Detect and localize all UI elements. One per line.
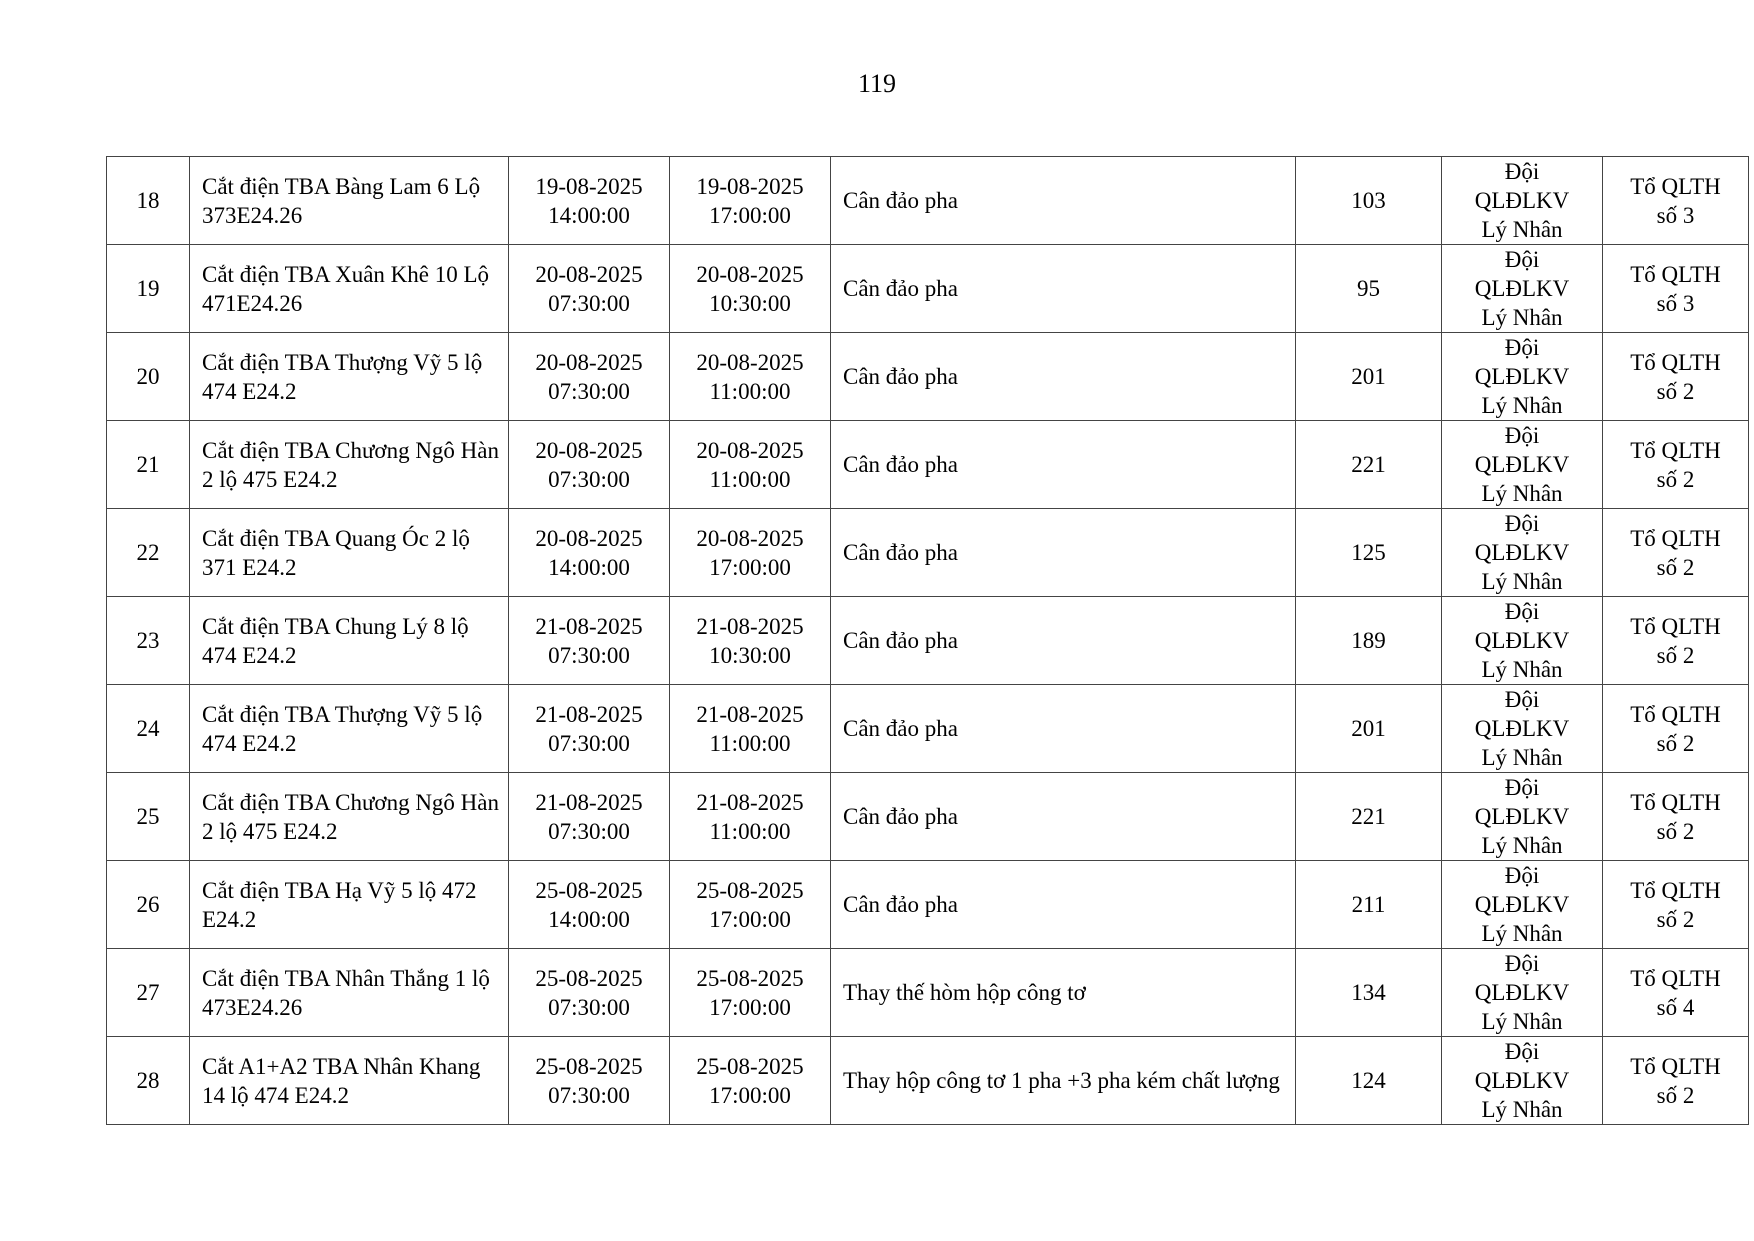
customer-count: 189 (1351, 628, 1386, 653)
work-description-cell (831, 773, 1296, 861)
end-time: 17:00:00 (709, 1082, 791, 1108)
row-number: 20 (136, 364, 160, 389)
start-time: 07:30:00 (548, 642, 630, 668)
responsible-unit-cell (1442, 685, 1603, 773)
table-row (107, 333, 1749, 421)
work-group-cell (1603, 949, 1749, 1037)
start-date: 20-08-2025 (535, 349, 643, 375)
work-description: Cân đảo pha (843, 452, 958, 477)
substation-name-cell (190, 157, 509, 245)
work-description-cell (831, 509, 1296, 597)
row-number: 18 (136, 188, 160, 213)
row-number: 24 (136, 716, 160, 741)
substation-name-cell (190, 949, 509, 1037)
start-time: 07:30:00 (548, 1082, 630, 1108)
work-description: Cân đảo pha (843, 804, 958, 829)
work-description-cell (831, 949, 1296, 1037)
work-group-cell (1603, 157, 1749, 245)
work-description-cell (831, 157, 1296, 245)
substation-name-cell (190, 773, 509, 861)
table-row (107, 949, 1749, 1037)
end-date: 19-08-2025 (696, 173, 804, 199)
work-description-cell (831, 685, 1296, 773)
outage-schedule-table (106, 156, 1749, 1125)
group-line-2: số 2 (1656, 466, 1695, 492)
group-line-2: số 4 (1656, 994, 1695, 1020)
start-time: 07:30:00 (548, 818, 630, 844)
responsible-unit-cell (1442, 1037, 1603, 1125)
group-line-1: Tổ QLTH (1630, 789, 1721, 815)
work-group-cell (1603, 245, 1749, 333)
unit-line-3: Lý Nhân (1481, 305, 1563, 330)
start-date: 21-08-2025 (535, 789, 643, 815)
customer-count: 103 (1351, 188, 1386, 213)
customer-count: 125 (1351, 540, 1386, 565)
customer-count-cell (1296, 421, 1442, 509)
responsible-unit-cell (1442, 333, 1603, 421)
work-description: Cân đảo pha (843, 628, 958, 653)
substation-name: Cắt điện TBA Chương Ngô Hàn 2 lộ 475 E24.2 (202, 437, 500, 492)
customer-count: 201 (1351, 716, 1386, 741)
row-number: 23 (136, 628, 160, 653)
row-number: 26 (136, 892, 160, 917)
unit-line-2: QLĐLKV (1474, 364, 1570, 389)
work-description-cell (831, 597, 1296, 685)
responsible-unit-cell (1442, 861, 1603, 949)
customer-count-cell (1296, 157, 1442, 245)
customer-count-cell (1296, 861, 1442, 949)
start-time: 14:00:00 (548, 202, 630, 228)
unit-line-2: QLĐLKV (1474, 1068, 1570, 1093)
unit-line-2: QLĐLKV (1474, 892, 1570, 917)
work-description: Cân đảo pha (843, 188, 958, 213)
end-date: 25-08-2025 (696, 1053, 804, 1079)
row-number-cell (107, 1037, 190, 1125)
unit-line-3: Lý Nhân (1481, 393, 1563, 418)
unit-line-1: Đội (1504, 687, 1540, 712)
customer-count: 124 (1351, 1068, 1386, 1093)
end-time-cell (670, 333, 831, 421)
end-time-cell (670, 773, 831, 861)
customer-count: 211 (1351, 892, 1386, 917)
end-time: 17:00:00 (709, 202, 791, 228)
customer-count-cell (1296, 597, 1442, 685)
end-time-cell (670, 597, 831, 685)
start-time-cell (509, 421, 670, 509)
customer-count-cell (1296, 245, 1442, 333)
start-time: 07:30:00 (548, 290, 630, 316)
row-number-cell (107, 333, 190, 421)
row-number-cell (107, 685, 190, 773)
customer-count-cell (1296, 773, 1442, 861)
end-date: 20-08-2025 (696, 437, 804, 463)
unit-line-2: QLĐLKV (1474, 452, 1570, 477)
work-group-cell (1603, 861, 1749, 949)
work-description: Cân đảo pha (843, 892, 958, 917)
responsible-unit-cell (1442, 157, 1603, 245)
group-line-2: số 2 (1656, 818, 1695, 844)
unit-line-2: QLĐLKV (1474, 188, 1570, 213)
substation-name: Cắt điện TBA Chương Ngô Hàn 2 lộ 475 E24.2 (202, 789, 500, 844)
group-line-1: Tổ QLTH (1630, 1053, 1721, 1079)
end-time-cell (670, 157, 831, 245)
substation-name: Cắt điện TBA Bàng Lam 6 Lộ 373E24.26 (202, 173, 481, 228)
group-line-1: Tổ QLTH (1630, 173, 1721, 199)
end-time: 11:00:00 (709, 378, 791, 404)
substation-name: Cắt điện TBA Chung Lý 8 lộ 474 E24.2 (202, 613, 469, 668)
row-number-cell (107, 421, 190, 509)
end-date: 25-08-2025 (696, 965, 804, 991)
start-date: 19-08-2025 (535, 173, 643, 199)
end-time: 11:00:00 (709, 730, 791, 756)
group-line-1: Tổ QLTH (1630, 349, 1721, 375)
start-time: 07:30:00 (548, 466, 630, 492)
customer-count: 221 (1351, 452, 1386, 477)
table-row (107, 421, 1749, 509)
table-row (107, 685, 1749, 773)
unit-line-1: Đội (1504, 599, 1540, 624)
substation-name-cell (190, 597, 509, 685)
substation-name: Cắt điện TBA Quang Óc 2 lộ 371 E24.2 (202, 525, 470, 580)
end-time: 10:30:00 (709, 642, 791, 668)
start-time: 07:30:00 (548, 994, 630, 1020)
work-group-cell (1603, 597, 1749, 685)
substation-name-cell (190, 1037, 509, 1125)
end-time: 11:00:00 (709, 818, 791, 844)
start-time-cell (509, 333, 670, 421)
work-group-cell (1603, 333, 1749, 421)
substation-name: Cắt điện TBA Xuân Khê 10 Lộ 471E24.26 (202, 261, 490, 316)
substation-name: Cắt A1+A2 TBA Nhân Khang 14 lộ 474 E24.2 (202, 1053, 481, 1108)
unit-line-2: QLĐLKV (1474, 628, 1570, 653)
customer-count-cell (1296, 949, 1442, 1037)
end-time: 17:00:00 (709, 906, 791, 932)
work-description-cell (831, 1037, 1296, 1125)
customer-count: 134 (1351, 980, 1386, 1005)
work-group-cell (1603, 421, 1749, 509)
table-row (107, 1037, 1749, 1125)
table-row (107, 773, 1749, 861)
table-row (107, 597, 1749, 685)
table-row (107, 509, 1749, 597)
start-time: 07:30:00 (548, 378, 630, 404)
start-date: 20-08-2025 (535, 261, 643, 287)
unit-line-2: QLĐLKV (1474, 980, 1570, 1005)
group-line-1: Tổ QLTH (1630, 877, 1721, 903)
start-date: 20-08-2025 (535, 437, 643, 463)
row-number-cell (107, 157, 190, 245)
start-time-cell (509, 157, 670, 245)
work-group-cell (1603, 685, 1749, 773)
unit-line-1: Đội (1504, 159, 1540, 184)
unit-line-3: Lý Nhân (1481, 833, 1563, 858)
row-number-cell (107, 773, 190, 861)
start-date: 20-08-2025 (535, 525, 643, 551)
page-number: 119 (857, 69, 897, 98)
work-group-cell (1603, 1037, 1749, 1125)
responsible-unit-cell (1442, 509, 1603, 597)
end-time-cell (670, 861, 831, 949)
row-number: 21 (136, 452, 160, 477)
work-description: Thay thế hòm hộp công tơ (843, 980, 1086, 1005)
substation-name-cell (190, 333, 509, 421)
group-line-2: số 2 (1656, 1082, 1695, 1108)
group-line-1: Tổ QLTH (1630, 525, 1721, 551)
unit-line-1: Đội (1504, 511, 1540, 536)
work-description-cell (831, 245, 1296, 333)
start-time-cell (509, 685, 670, 773)
start-time-cell (509, 773, 670, 861)
end-date: 25-08-2025 (696, 877, 804, 903)
unit-line-3: Lý Nhân (1481, 745, 1563, 770)
customer-count-cell (1296, 685, 1442, 773)
substation-name-cell (190, 861, 509, 949)
unit-line-2: QLĐLKV (1474, 540, 1570, 565)
end-date: 21-08-2025 (696, 701, 804, 727)
responsible-unit-cell (1442, 949, 1603, 1037)
end-time-cell (670, 509, 831, 597)
start-date: 21-08-2025 (535, 701, 643, 727)
work-description-cell (831, 861, 1296, 949)
start-time-cell (509, 1037, 670, 1125)
substation-name-cell (190, 509, 509, 597)
work-group-cell (1603, 509, 1749, 597)
work-description: Cân đảo pha (843, 716, 958, 741)
customer-count: 95 (1357, 276, 1380, 301)
group-line-2: số 2 (1656, 906, 1695, 932)
group-line-1: Tổ QLTH (1630, 701, 1721, 727)
substation-name: Cắt điện TBA Hạ Vỹ 5 lộ 472 E24.2 (202, 877, 477, 932)
schedule-body (107, 157, 1749, 1125)
unit-line-3: Lý Nhân (1481, 921, 1563, 946)
start-time-cell (509, 509, 670, 597)
row-number-cell (107, 509, 190, 597)
group-line-1: Tổ QLTH (1630, 437, 1721, 463)
row-number: 25 (136, 804, 160, 829)
end-date: 21-08-2025 (696, 789, 804, 815)
row-number: 27 (136, 980, 160, 1005)
group-line-2: số 2 (1656, 730, 1695, 756)
substation-name: Cắt điện TBA Thượng Vỹ 5 lộ 474 E24.2 (202, 701, 483, 756)
start-time: 07:30:00 (548, 730, 630, 756)
unit-line-2: QLĐLKV (1474, 276, 1570, 301)
unit-line-3: Lý Nhân (1481, 657, 1563, 682)
group-line-1: Tổ QLTH (1630, 261, 1721, 287)
row-number: 19 (136, 276, 160, 301)
substation-name: Cắt điện TBA Nhân Thắng 1 lộ 473E24.26 (202, 965, 490, 1020)
substation-name-cell (190, 245, 509, 333)
unit-line-3: Lý Nhân (1481, 481, 1563, 506)
end-time-cell (670, 1037, 831, 1125)
group-line-2: số 2 (1656, 554, 1695, 580)
table-row (107, 245, 1749, 333)
work-description-cell (831, 333, 1296, 421)
unit-line-3: Lý Nhân (1481, 569, 1563, 594)
end-time-cell (670, 245, 831, 333)
row-number-cell (107, 949, 190, 1037)
unit-line-1: Đội (1504, 423, 1540, 448)
start-time-cell (509, 861, 670, 949)
unit-line-1: Đội (1504, 1039, 1540, 1064)
row-number-cell (107, 597, 190, 685)
end-date: 21-08-2025 (696, 613, 804, 639)
end-date: 20-08-2025 (696, 261, 804, 287)
responsible-unit-cell (1442, 245, 1603, 333)
unit-line-2: QLĐLKV (1474, 804, 1570, 829)
row-number: 28 (136, 1068, 160, 1093)
end-date: 20-08-2025 (696, 525, 804, 551)
unit-line-1: Đội (1504, 247, 1540, 272)
group-line-2: số 2 (1656, 378, 1695, 404)
customer-count-cell (1296, 1037, 1442, 1125)
table-row (107, 157, 1749, 245)
work-description: Cân đảo pha (843, 540, 958, 565)
row-number: 22 (136, 540, 160, 565)
work-description: Thay hộp công tơ 1 pha +3 pha kém chất lượng (843, 1068, 1280, 1093)
unit-line-1: Đội (1504, 863, 1540, 888)
group-line-1: Tổ QLTH (1630, 965, 1721, 991)
unit-line-3: Lý Nhân (1481, 217, 1563, 242)
end-date: 20-08-2025 (696, 349, 804, 375)
customer-count: 221 (1351, 804, 1386, 829)
unit-line-1: Đội (1504, 951, 1540, 976)
end-time: 17:00:00 (709, 554, 791, 580)
work-description: Cân đảo pha (843, 364, 958, 389)
end-time: 17:00:00 (709, 994, 791, 1020)
customer-count-cell (1296, 333, 1442, 421)
start-date: 25-08-2025 (535, 877, 643, 903)
substation-name: Cắt điện TBA Thượng Vỹ 5 lộ 474 E24.2 (202, 349, 483, 404)
customer-count-cell (1296, 509, 1442, 597)
group-line-2: số 2 (1656, 642, 1695, 668)
unit-line-3: Lý Nhân (1481, 1009, 1563, 1034)
substation-name-cell (190, 421, 509, 509)
start-time-cell (509, 245, 670, 333)
table-row (107, 861, 1749, 949)
unit-line-2: QLĐLKV (1474, 716, 1570, 741)
start-date: 25-08-2025 (535, 965, 643, 991)
group-line-1: Tổ QLTH (1630, 613, 1721, 639)
substation-name-cell (190, 685, 509, 773)
start-time-cell (509, 949, 670, 1037)
start-date: 21-08-2025 (535, 613, 643, 639)
work-group-cell (1603, 773, 1749, 861)
group-line-2: số 3 (1656, 202, 1695, 228)
group-line-2: số 3 (1656, 290, 1695, 316)
end-time: 11:00:00 (709, 466, 791, 492)
unit-line-1: Đội (1504, 335, 1540, 360)
responsible-unit-cell (1442, 597, 1603, 685)
responsible-unit-cell (1442, 773, 1603, 861)
responsible-unit-cell (1442, 421, 1603, 509)
customer-count: 201 (1351, 364, 1386, 389)
start-time-cell (509, 597, 670, 685)
row-number-cell (107, 861, 190, 949)
unit-line-1: Đội (1504, 775, 1540, 800)
row-number-cell (107, 245, 190, 333)
start-time: 14:00:00 (548, 554, 630, 580)
start-date: 25-08-2025 (535, 1053, 643, 1079)
work-description: Cân đảo pha (843, 276, 958, 301)
end-time-cell (670, 685, 831, 773)
start-time: 14:00:00 (548, 906, 630, 932)
end-time-cell (670, 949, 831, 1037)
end-time-cell (670, 421, 831, 509)
work-description-cell (831, 421, 1296, 509)
unit-line-3: Lý Nhân (1481, 1097, 1563, 1122)
end-time: 10:30:00 (709, 290, 791, 316)
